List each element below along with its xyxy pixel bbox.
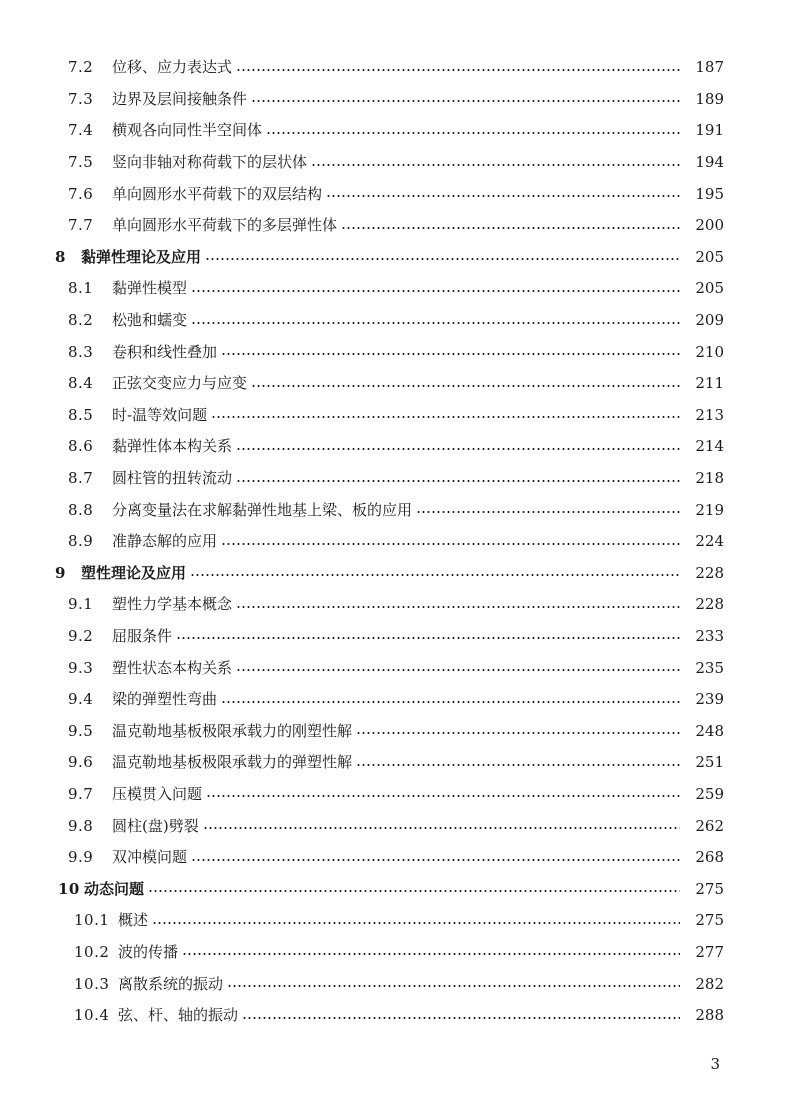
toc-chapter-title: 塑性理论及应用 <box>81 563 187 582</box>
toc-entry-page: 189 <box>695 89 724 108</box>
toc-entry-title: 温克勒地基板极限承载力的刚塑性解 <box>112 721 353 740</box>
toc-entry-page: 262 <box>695 816 724 835</box>
toc-entry-page: 239 <box>695 690 724 709</box>
toc-entry[interactable] <box>0 937 790 969</box>
toc-chapter-page: 275 <box>695 879 724 898</box>
toc-entry-title: 时-温等效问题 <box>112 405 208 424</box>
page-number: 3 <box>710 1055 720 1073</box>
toc-entry-page: 209 <box>695 311 724 330</box>
toc-entry-title: 竖向非轴对称荷载下的层状体 <box>112 153 308 172</box>
toc-entry-page: 251 <box>695 753 724 772</box>
toc-entry-number: 8.9 <box>68 532 94 551</box>
toc-entry-number: 8.5 <box>68 405 94 424</box>
dot-leader <box>191 859 680 861</box>
toc-entry-title: 单向圆形水平荷载下的多层弹性体 <box>112 216 338 235</box>
toc-entry-page: 214 <box>695 437 724 456</box>
toc-entry[interactable] <box>0 147 790 179</box>
toc-entry-page: 219 <box>695 500 724 519</box>
toc-entry-page: 259 <box>695 784 724 803</box>
toc-entry-number: 9.3 <box>68 658 94 677</box>
toc-chapter-number: 10 <box>58 879 80 898</box>
dot-leader <box>356 764 680 766</box>
dot-leader <box>251 100 680 102</box>
toc-entry-title: 位移、应力表达式 <box>112 58 233 77</box>
toc-entry[interactable] <box>0 115 790 147</box>
toc-entry[interactable] <box>0 652 790 684</box>
toc-entry-title: 温克勒地基板极限承载力的弹塑性解 <box>112 753 353 772</box>
dot-leader <box>152 922 680 924</box>
toc-entry-title: 分离变量法在求解黏弹性地基上梁、板的应用 <box>112 500 413 519</box>
dot-leader <box>148 890 680 892</box>
toc-entry[interactable] <box>0 747 790 779</box>
toc-entry-page: 213 <box>695 405 724 424</box>
dot-leader <box>251 385 680 387</box>
toc-entry-title: 单向圆形水平荷载下的双层结构 <box>112 184 323 203</box>
toc-entry-number: 10.1 <box>74 911 110 930</box>
dot-leader <box>311 164 680 166</box>
toc-entry-page: 205 <box>695 279 724 298</box>
dot-leader <box>227 985 680 987</box>
toc-entry-page: 195 <box>695 184 724 203</box>
toc-entry-number: 9.4 <box>68 690 94 709</box>
toc-entry-number: 9.2 <box>68 626 94 645</box>
dot-leader <box>221 543 680 545</box>
toc-entry-number: 7.5 <box>68 153 94 172</box>
toc-entry-page: 211 <box>695 374 724 393</box>
toc-entry-title: 压模贯入问题 <box>112 784 203 803</box>
dot-leader <box>191 322 680 324</box>
toc-entry-page: 288 <box>695 1006 724 1025</box>
toc-entry-number: 7.7 <box>68 216 94 235</box>
toc-entry[interactable] <box>0 178 790 210</box>
toc-entry[interactable] <box>0 779 790 811</box>
dot-leader <box>416 511 680 513</box>
toc-entry-number: 9.5 <box>68 721 94 740</box>
toc-entry-page: 233 <box>695 626 724 645</box>
toc-entry-number: 10.3 <box>74 974 110 993</box>
toc-entry-page: 210 <box>695 342 724 361</box>
toc-chapter-title: 黏弹性理论及应用 <box>81 247 202 266</box>
toc-entry[interactable] <box>0 842 790 874</box>
toc-entry-title: 卷积和线性叠加 <box>112 342 218 361</box>
dot-leader <box>191 290 680 292</box>
toc-entry[interactable] <box>0 210 790 242</box>
toc-entry-title: 松弛和蠕变 <box>112 311 188 330</box>
toc-entry[interactable] <box>0 463 790 495</box>
toc-entry[interactable] <box>0 52 790 84</box>
toc-entry[interactable] <box>0 1000 790 1032</box>
toc-entry-title: 波的传播 <box>118 942 179 961</box>
toc-entry[interactable] <box>0 336 790 368</box>
dot-leader <box>190 574 680 576</box>
toc-entry-number: 7.2 <box>68 58 94 77</box>
toc-entry[interactable] <box>0 431 790 463</box>
toc-entry-page: 200 <box>695 216 724 235</box>
dot-leader <box>176 637 680 639</box>
toc-entry-title: 黏弹性体本构关系 <box>112 437 233 456</box>
toc-entry[interactable] <box>0 905 790 937</box>
toc-entry[interactable] <box>0 621 790 653</box>
toc-entry-number: 7.3 <box>68 89 94 108</box>
toc-entry-number: 9.1 <box>68 595 94 614</box>
toc-entry[interactable] <box>0 968 790 1000</box>
dot-leader <box>211 416 680 418</box>
toc-entry-number: 9.7 <box>68 784 94 803</box>
toc-entry-number: 8.2 <box>68 311 94 330</box>
toc-entry-title: 双冲模问题 <box>112 848 188 867</box>
dot-leader <box>205 258 680 260</box>
toc-entry-title: 横观各向同性半空间体 <box>112 121 263 140</box>
toc-entry-number: 8.7 <box>68 469 94 488</box>
toc-entry-number: 7.4 <box>68 121 94 140</box>
toc-entry-title: 圆柱管的扭转流动 <box>112 469 233 488</box>
toc-entry-number: 9.8 <box>68 816 94 835</box>
toc-entry-title: 塑性状态本构关系 <box>112 658 233 677</box>
toc-entry[interactable] <box>0 589 790 621</box>
dot-leader <box>326 195 680 197</box>
toc-entry-page: 218 <box>695 469 724 488</box>
toc-entry[interactable] <box>0 494 790 526</box>
toc-entry[interactable] <box>0 273 790 305</box>
dot-leader <box>266 132 680 134</box>
toc-entry-number: 9.6 <box>68 753 94 772</box>
toc-entry[interactable] <box>0 715 790 747</box>
toc-chapter-number: 8 <box>55 247 66 266</box>
dot-leader <box>236 69 680 71</box>
dot-leader <box>203 827 680 829</box>
toc-chapter-entry[interactable] <box>0 558 790 590</box>
toc-chapter-entry[interactable] <box>0 873 790 905</box>
dot-leader <box>236 606 680 608</box>
toc-entry-number: 8.4 <box>68 374 94 393</box>
toc-entry-title: 离散系统的振动 <box>118 974 224 993</box>
dot-leader <box>221 701 680 703</box>
toc-entry-page: 224 <box>695 532 724 551</box>
dot-leader <box>221 353 680 355</box>
toc-entry-number: 8.3 <box>68 342 94 361</box>
toc-entry-number: 7.6 <box>68 184 94 203</box>
toc-entry[interactable] <box>0 368 790 400</box>
toc-entry-page: 194 <box>695 153 724 172</box>
dot-leader <box>356 732 680 734</box>
toc-entry-page: 228 <box>695 595 724 614</box>
dot-leader <box>236 480 680 482</box>
toc-entry-number: 8.6 <box>68 437 94 456</box>
toc-entry-page: 282 <box>695 974 724 993</box>
toc-entry-title: 弦、杆、轴的振动 <box>118 1006 239 1025</box>
toc-chapter-entry[interactable] <box>0 242 790 274</box>
toc-entry[interactable] <box>0 400 790 432</box>
toc-entry-number: 8.1 <box>68 279 94 298</box>
toc-entry-title: 黏弹性模型 <box>112 279 188 298</box>
toc-entry-page: 235 <box>695 658 724 677</box>
dot-leader <box>236 448 680 450</box>
dot-leader <box>242 1017 680 1019</box>
toc-entry-page: 268 <box>695 848 724 867</box>
toc-entry-page: 191 <box>695 121 724 140</box>
toc-entry[interactable] <box>0 684 790 716</box>
toc-entry-title: 屈服条件 <box>112 626 173 645</box>
toc-chapter-title: 动态问题 <box>84 879 145 898</box>
toc-entry-title: 正弦交变应力与应变 <box>112 374 248 393</box>
toc-chapter-page: 205 <box>695 247 724 266</box>
dot-leader <box>206 795 680 797</box>
toc-entry-title: 概述 <box>118 911 149 930</box>
toc-entry[interactable] <box>0 84 790 116</box>
toc-entry-number: 10.4 <box>74 1006 110 1025</box>
toc-entry-page: 187 <box>695 58 724 77</box>
toc-entry-title: 准静态解的应用 <box>112 532 218 551</box>
toc-entry-title: 圆柱(盘)劈裂 <box>112 816 199 835</box>
toc-chapter-page: 228 <box>695 563 724 582</box>
toc-entry-number: 10.2 <box>74 942 110 961</box>
toc-entry-title: 边界及层间接触条件 <box>112 89 248 108</box>
dot-leader <box>341 227 680 229</box>
toc-entry-page: 275 <box>695 911 724 930</box>
toc-entry[interactable] <box>0 810 790 842</box>
table-of-contents <box>0 52 790 1031</box>
toc-chapter-number: 9 <box>55 563 66 582</box>
toc-entry[interactable] <box>0 305 790 337</box>
dot-leader <box>182 953 680 955</box>
toc-entry-number: 9.9 <box>68 848 94 867</box>
toc-entry-page: 248 <box>695 721 724 740</box>
dot-leader <box>236 669 680 671</box>
toc-entry-number: 8.8 <box>68 500 94 519</box>
toc-entry-title: 梁的弹塑性弯曲 <box>112 690 218 709</box>
toc-entry[interactable] <box>0 526 790 558</box>
toc-entry-title: 塑性力学基本概念 <box>112 595 233 614</box>
toc-entry-page: 277 <box>695 942 724 961</box>
